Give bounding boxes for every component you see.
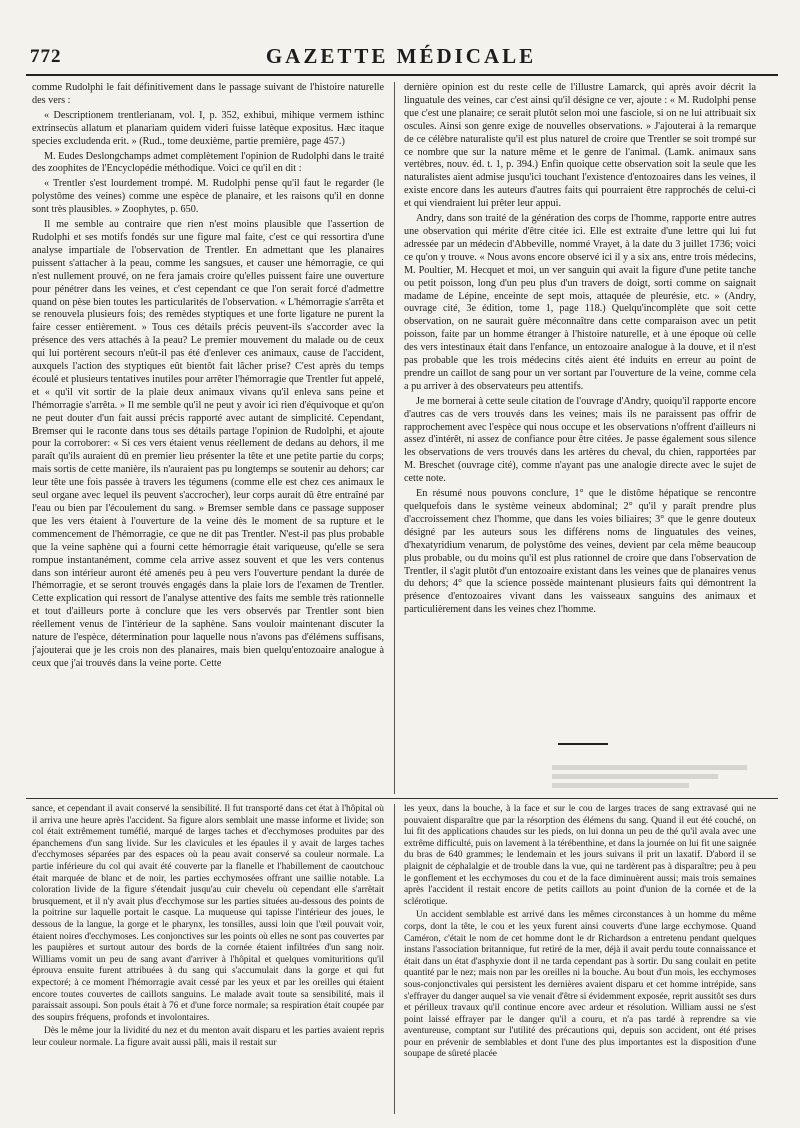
- column-divider: [394, 804, 395, 1114]
- paragraph: Dès le même jour la lividité du nez et du menton avait disparu et les parties avaient repris leur couleur normale. La figure avait aussi pâli, mais il restait sur: [32, 1026, 384, 1048]
- header-rule: [26, 74, 778, 76]
- newspaper-page: [22, 40, 780, 1115]
- paragraph: Andry, dans son traité de la génération des corps de l'homme, rapporte entre autres une observation qui mérite d'être citée ici. Elle est extraite d'une lettre qui lui fut adressée par un médecin d'Abbeville, nommé Vrayet, à la date du 3 juillet 1736; voici ce qu'on y trouve. « Nous avons encore observé ici il y a six ans, entre trois médecins, M. Poultier, M. Hecquet et moi, un ver sanguin qui avait la figure d'une petite tanche ou petit poisson, long d'un peu plus d'un travers de doigt, sorti comme on saignait madame de Lépine, enceinte de sept mois, attaquée de pleurésie, etc. » (Andry, ouvrage cité, 3e édition, tome 1, page 118.) Quelqu'incomplète que soit cette observation, on ne saurait guère méconnaître dans cette comparaison avec un petit poisson, faite par un homme étranger à l'histoire naturelle, et à une époque où celle des vers intestinaux était dans l'enfance, un entozoaire analogue à la douve, et il n'est pas probable que les trois médecins cités aient été induits en erreur au point de prendre un caillot de sang pour un ver sortant par l'ouverture de la veine, comme cela a pu arriver à des observateurs peu attentifs.: [404, 213, 756, 392]
- column-upper-left: [32, 82, 384, 794]
- section-divider: [26, 798, 778, 799]
- paragraph: « Trentler s'est lourdement trompé. M. Rudolphi pense qu'il faut le regarder (le polystôme des veines) comme une espèce de planaire, et les raisons qu'il en donne sont très plausibles. » Zoophytes, p. 650.: [32, 178, 384, 216]
- page-header: [22, 40, 780, 70]
- paragraph: dernière opinion est du reste celle de l'illustre Lamarck, qui après avoir décrit la linguatule des veines, car c'est ainsi qu'il désigne ce ver, ajoute : « M. Rudolphi pense que c'est une planaire; ce serait plutôt selon moi une fasciole, si on ne lui attribuait six oscules. Ainsi son genre exige de nouvelles observations. » J'ajouterai à la remarque de ce célèbre naturaliste qu'il est plus naturel de croire que Trentler se soit trompé sur ce nombre que sur la nature même et le genre de l'animal. (Lamk. animaux sans vertèbres, nouv. éd. t. 1, p. 394.) Enfin quoique cette observation soit la seule que les naturalistes aient admise jusqu'ici touchant l'existence d'entozoaires dans les veines, il existe encore dans les auteurs d'autres faits qui pourraient être rapprochés de celui-ci et qui viendraient lui prêter leur appui.: [404, 82, 756, 210]
- paragraph: Un accident semblable est arrivé dans les mêmes circonstances à un homme du même corps, dont la tête, le cou et les yeux furent ainsi couverts d'une large ecchymose. Quand Caméron, c'était le nom de cet homme dont le dr Richardson a entretenu pendant quelques instans l'association britannique, fut retiré de la mer, déjà il avait perdu toute connaissance et était dans un état d'asphyxie dont il ne tarda cependant pas à sortir. Du sang coulait en petite quantité par le nez; mais non par les oreilles ni la bouche. Au bout d'un mois, les ecchymoses sous-conjonctivales qui persistent les dernières avaient disparu et cet homme intrépide, sans s'effrayer du danger auquel sa vie venait d'être si évidemment exposée, reprit aussitôt ses durs et périlleux travaux qu'il continue encore avec ardeur et résolution. William aussi ne s'est point laissé effrayer par le danger qu'il a couru, et n'a pas tardé à reprendre sa vie aventureuse, comptant sur l'utilité des précautions qui, depuis son accident, ont été prises pour en prévenir de semblables et dont l'une des plus importantes est la disposition d'une soupape de sûreté placée: [404, 910, 756, 1060]
- paragraph: comme Rudolphi le fait définitivement dans le passage suivant de l'histoire naturelle des vers :: [32, 82, 384, 106]
- section-end-ornament: [558, 743, 608, 745]
- faded-footnote: [552, 765, 747, 791]
- paragraph: M. Eudes Deslongchamps admet complètement l'opinion de Rudolphi dans le traité des zoophites de l'Encyclopédie méthodique. Voici ce qu'il en dit :: [32, 150, 384, 175]
- column-lower-right: [404, 804, 756, 1114]
- paragraph: Il me semble au contraire que rien n'est moins plausible que l'assertion de Rudolphi et ses motifs fondés sur une figure mal faite, c'est ce qui ressortira d'une analyse impartiale de l'observation de Trentler. En admettant que les planaires puissent s'attacher à la peau, comme les sangsues, et causer une hémorragie, ce qui n'est nullement prouvé, on ne fera jamais croire qu'elles puissent faire une ouverture pour pénétrer dans les veines, et c'est cependant ce que l'on serait forcé d'admettre quand on pèse bien toutes les particularités de l'observation. « L'hémorragie s'arrêta et se renouvela plusieurs fois; des remèdes styptiques et une forte ligature ne purent la faire cesser entièrement. » Tous ces détails précis peuvent-ils s'accorder avec la présence des vers attachés à la peau? Le premier mouvement du malade ou de ceux qui lui portèrent secours n'eût-il pas été d'enlever ces animaux, cause de l'accident, auxquels l'action des styptiques eût bientôt fait lâcher prise? C'est après du temps écoulé et plusieurs tentatives inutiles pour arrêter l'hémorragie que Trentler fut appelé, et « qu'il vit sortir de la plaie deux animaux vivans qu'il enleva sans peine et l'hémorragie s'arrêta. » Il me semble qu'il ne peut y avoir ici rien d'équivoque et qu'on ne peut douter d'un fait aussi précis rapporté avec autant de simplicité. Cependant, Bremser qui le raconte dans tous ses détails partage l'opinion de Rudolphi, et ajoute pour la corroborer: « Si ces vers étaient venus réellement de dedans au dehors, il me paraît qu'ils auraient dû en premier lieu présenter la tête et une petite partie du corps; mais sortis de cette manière, ils n'auraient pas pu longtemps se soutenir au dehors; car leur tête une fois passée à travers les tégumens (comme elle est chez ces animaux le seul organe avec lequel ils peuvent s'accrocher), leur corps aurait dû être entraîné par l'eau ou bien par l'écoulement du sang. » Bremser semble dans ce passage supposer que les vers étaient à l'ouverture de la veine dès le moment de sa rupture et le commencement de l'hémorragie, ce que ne dit pas Trentler. N'est-il pas plus probable que la veine saphène qui a fourni cette hémorragie était variqueuse, qu'elle se sera rompue instantanément, comme cela arrive assez souvent et que les vers contenus dans son intérieur auront été amenés peu à peu vers l'ouverture pendant la durée de l'hémorragie, et se seront trouvés engagés dans la plaie lors de l'examen de Trentler. Cette explication qui ressort de l'analyse attentive des faits me semble très rationnelle et tout d'ailleurs porte à conclure que les vers observés par Trentler sont bien réellement venus de l'intérieur de la saphène. Sans vouloir maintenant discuter la nature de l'espèce, détermination pour laquelle nous n'avons pas d'élémens suffisans, j'ajouterai que je les crois non des planaires, mais bien quelqu'entozoaire analogue à ceux que j'ai trouvés dans la veine porte. Cette: [32, 219, 384, 669]
- paragraph: sance, et cependant il avait conservé la sensibilité. Il fut transporté dans cet état à l'hôpital où il arriva une heure après l'accident. Sa figure alors semblait une masse informe et livide; son col était extrêmement tuméfié, marqué de larges taches et d'ecchymoses produites par des épanchemens d'un sang livide. Sur les clavicules et les épaules il y avait de larges taches d'ecchymoses séparées par des espaces où la peau avait conservé sa couleur normale. La partie inférieure du col qui avait été couverte par la flanelle et l'habillement de caoutchouc était marquée de blanc et de noir, les parties ecchymosées offrant une saillie notable. La coloration livide de la figure s'étendait jusqu'au cuir chevelu où cependant elle s'arrêtait brusquement, et il n'y avait plus d'ecchymose sur les parties situées au-dessous des points de la poitrine sur laquelle portait le casque. La muqueuse qui tapisse l'intérieur des joues, le dessous de la langue, la gorge et le pharynx, les tonsilles, aussi loin que l'œil pouvait voir, étaient noires d'ecchymoses. Les conjonctives sur les points où elles ne sont pas couvertes par les paupières et surtout autour des bords de la cornée étaient infiltrées d'un sang noir. Williams vomit un peu de sang avant d'arriver à l'hôpital et quelques vomituritions qu'il éprouva ensuite furent attribuées à du sang qui s'accumulait dans la gorge et qui fut expectoré; à ce moment l'hémorragie avait cessé par les yeux et par les oreilles qui étaient encore toutes couvertes de caillots sanguins. Le malade avait toute sa sensibilité, mais il paraissait assoupi. Son pouls était à 76 et d'une force normale; sa respiration était coupée par des soupirs fréquens, profonds et involontaires.: [32, 804, 384, 1023]
- page-number: 772: [30, 46, 62, 67]
- paragraph: les yeux, dans la bouche, à la face et sur le cou de larges traces de sang extravasé qui ne pouvaient disparaître que par la résorption des élémens du sang. Quand il eut été couché, on lui fit des applications chaudes sur les pieds, on lui donna un peu de thé qu'il avala avec une extrême difficulté, puis on lavement à la térébenthine, et dans la journée on lui fit une saignée du bras de 640 grammes; le lendemain et les jours suivans il prit un laxatif. D'abord il se plaignit de céphalalgie et de trouble dans la vue, qui ne tardèrent pas à disparaître; peu à peu le gonflement et les ecchymoses du cou et de la face diminuèrent aussi; mais trois semaines après l'accident il restait encore de petits caillots au point d'union de la cornée et de la sclérotique.: [404, 804, 756, 907]
- paragraph: « Descriptionem trentlerianam, vol. I, p. 352, exhibui, mihique vermem isthinc extrinsecùs allatum et planariam quidem videri fuisse latèque expositus. Hæc itaque species excludenda erit. » (Rud., tome deuxième, partie première, page 457.): [32, 109, 384, 147]
- column-lower-left: [32, 804, 384, 1114]
- paragraph: Je me bornerai à cette seule citation de l'ouvrage d'Andry, quoiqu'il rapporte encore d'autres cas de vers trouvés dans les veines; mais ils ne paraissent pas offrir de rapprochement avec l'espèce qui nous occupe et les observations n'offrent d'ailleurs ni assez d'intérêt, ni assez de confiance pour être citées. Je passe également sous silence les observations de vers trouvés dans les artères du cheval, du chien, rapportées par M. Breschet (ouvrage cité), comme n'ayant pas une analogie directe avec le sujet de cette note.: [404, 395, 756, 485]
- column-upper-right: [404, 82, 756, 732]
- column-divider: [394, 82, 395, 794]
- paragraph: En résumé nous pouvons conclure, 1° que le distôme hépatique se rencontre quelquefois dans le système veineux abdominal; 2° qu'il y paraît prendre plus d'accroissement chez l'homme, que dans les voies biliaires; 3° que le genre douteux désigné par les auteurs sous les différens noms de linguatules des veines, d'hexatyridium venarum, de polystôme des veines, devient par cela même beaucoup plus probable, ou du moins qu'il est plus rationnel de croire que dans l'observation de Trentler, il s'agit plutôt d'un entozoaire existant dans les veines que de planaires venus du dehors; 4° que la science possède maintenant plusieurs faits qui démontrent la présence d'entozoaires vivant dans les vaisseaux sanguins des animaux et particulièrement dans les veines chez l'homme.: [404, 488, 756, 616]
- journal-title: GAZETTE MÉDICALE: [265, 44, 537, 68]
